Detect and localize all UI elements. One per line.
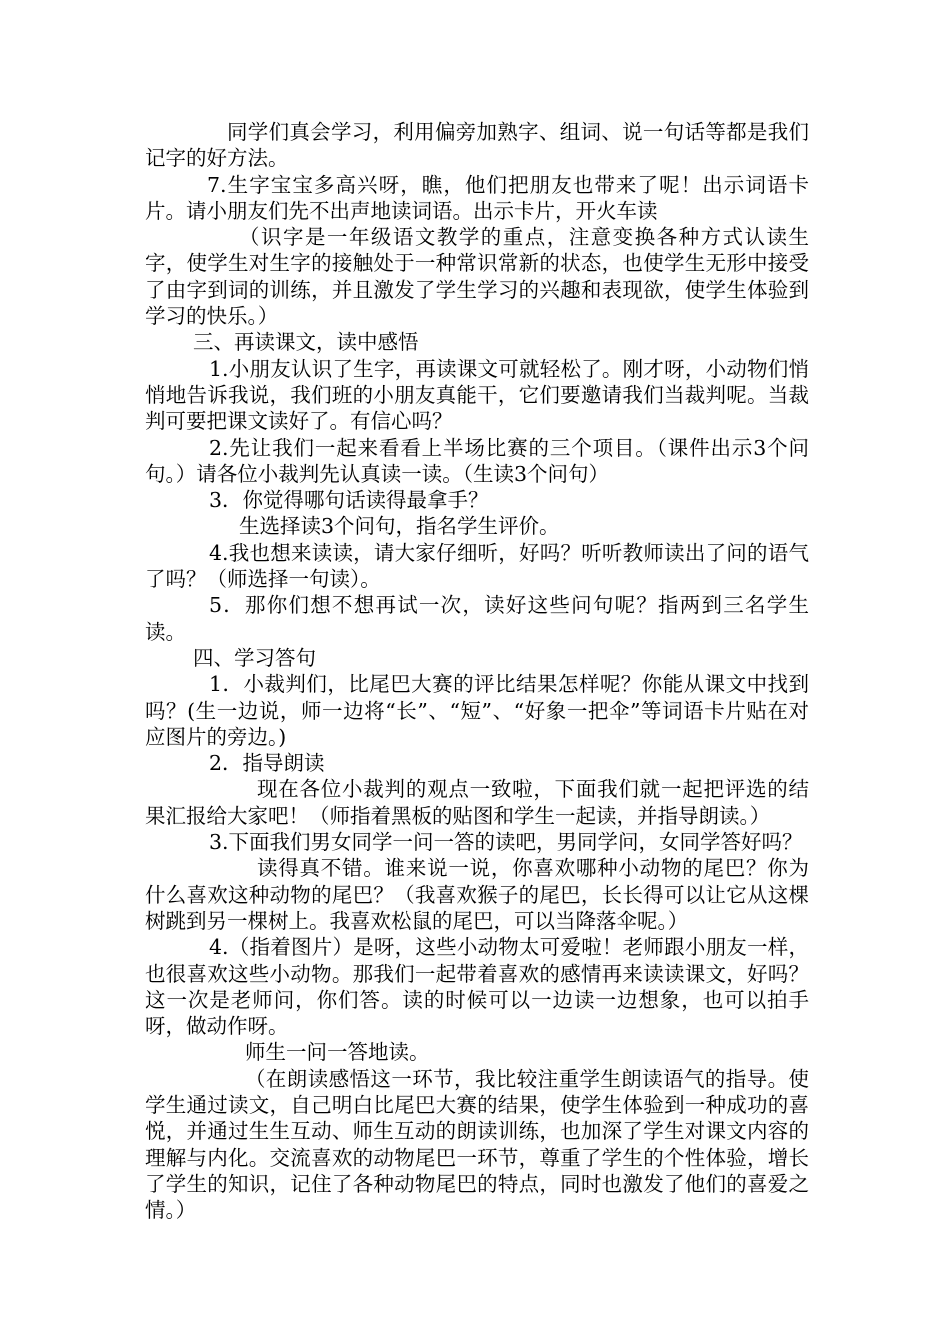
- paragraph-summary: 同学们真会学习，利用偏旁加熟字、组词、说一句话等都是我们记字的好方法。: [145, 120, 809, 171]
- paragraph-3-1: 1.小朋友认识了生字，再读课文可就轻松了。刚才呀，小动物们悄悄地告诉我说，我们班的小朋友真能干，它们要邀请我们当裁判呢。当裁判可要把课文读好了。有信心吗？: [145, 356, 809, 434]
- paragraph-step-7: 7.生字宝宝多高兴呀，瞧，他们把朋友也带来了呢！出示词语卡片。请小朋友们先不出声地读词语。出示卡片，开火车读: [145, 172, 809, 223]
- paragraph-4-1: 1．小裁判们，比尾巴大赛的评比结果怎样呢？你能从课文中找到吗？(生一边说，师一边将“长”、“短”、“好象一把伞”等词语卡片贴在对应图片的旁边。): [145, 672, 809, 749]
- paragraph-4-3-detail: 读得真不错。谁来说一说，你喜欢哪种小动物的尾巴？你为什么喜欢这种动物的尾巴？（我喜欢猴子的尾巴，长长得可以让它从这棵树跳到另一棵树上。我喜欢松鼠的尾巴，可以当降落伞呢。）: [145, 856, 809, 933]
- paragraph-3-4: 4.我也想来读读，请大家仔细听，好吗？听听教师读出了问的语气了吗？（师选择一句读）。: [145, 540, 809, 592]
- paragraph-3-5: 5．那你们想不想再试一次，读好这些问句呢？指两到三名学生读。: [145, 593, 809, 644]
- paragraph-4-2-detail: 现在各位小裁判的观点一致啦，下面我们就一起把评选的结果汇报给大家吧！（师指着黑板的贴图和学生一起读，并指导朗读。）: [145, 777, 809, 828]
- paragraph-note-literacy: （识字是一年级语文教学的重点，注意变换各种方式认读生字，使学生对生字的接触处于一种常识常新的状态，也使学生无形中接受了由字到词的训练，并且激发了学生学习的兴趣和表现欲，使学生体验到学习的快乐。）: [145, 225, 809, 329]
- paragraph-4-4-detail: 师生一问一答地读。: [245, 1040, 430, 1065]
- section-heading-3: 三、再读课文，读中感悟: [193, 330, 419, 355]
- paragraph-3-2: 2.先让我们一起来看看上半场比赛的三个项目。（课件出示3个问句。）请各位小裁判先认真读一读。（生读3个问句）: [145, 435, 809, 486]
- paragraph-4-3: 3.下面我们男女同学一问一答的读吧，男同学问，女同学答好吗？: [209, 830, 803, 855]
- paragraph-3-3-detail: 生选择读3个问句，指名学生评价。: [239, 514, 560, 539]
- section-heading-4: 四、学习答句: [193, 645, 316, 670]
- paragraph-3-3: 3．你觉得哪句话读得最拿手？: [209, 488, 489, 513]
- paragraph-4-2: 2．指导朗读: [209, 751, 325, 776]
- document-body: [145, 119, 809, 1223]
- paragraph-note-reading: （在朗读感悟这一环节，我比较注重学生朗读语气的指导。使学生通过读文，自己明白比尾巴大赛的结果，使学生体验到一种成功的喜悦，并通过生生互动、师生互动的朗读训练，也加深了学生对课文内容的理解与内化。交流喜欢的动物尾巴一环节，尊重了学生的个性体验，增长了学生的知识，记住了各种动物尾巴的特点，同时也激发了他们的喜爱之情。）: [145, 1066, 809, 1223]
- paragraph-4-4: 4.（指着图片）是呀，这些小动物太可爱啦！老师跟小朋友一样，也很喜欢这些小动物。那我们一起带着喜欢的感情再来读读课文，好吗？这一次是老师问，你们答。读的时候可以一边读一边想象，也可以拍手呀，做动作呀。: [145, 935, 809, 1039]
